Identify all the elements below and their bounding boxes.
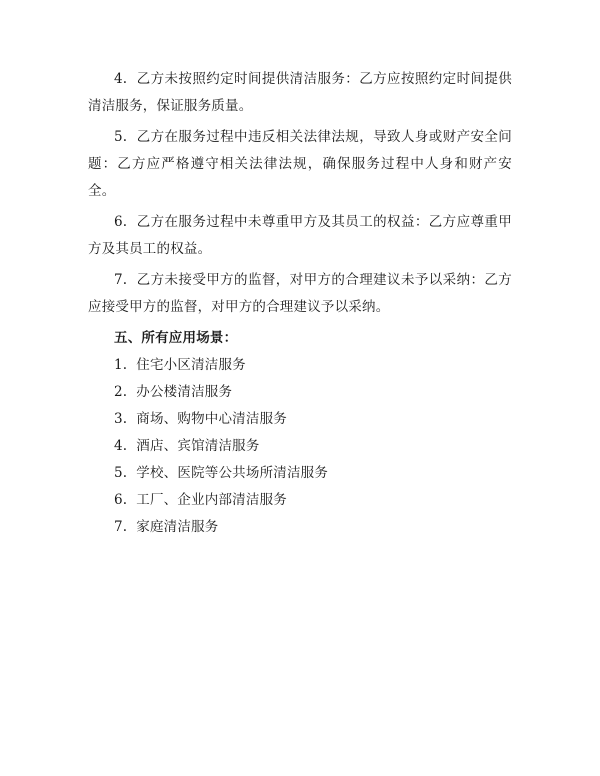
list-item <box>88 406 512 433</box>
document-body <box>88 66 512 541</box>
list-item-text: 办公楼清洁服务 <box>136 384 233 400</box>
list-item-number: 4. <box>114 438 128 454</box>
list-item-text: 酒店、宾馆清洁服务 <box>136 438 260 454</box>
clause-number: 7. <box>114 272 128 288</box>
list-item <box>88 460 512 487</box>
list-item <box>88 352 512 379</box>
list-item-number: 2. <box>114 384 128 400</box>
clause-paragraph <box>88 267 512 321</box>
clause-number: 5. <box>114 129 128 145</box>
clause-text: 乙方在服务过程中未尊重甲方及其员工的权益：乙方应尊重甲方及其员工的权益。 <box>88 214 512 257</box>
clause-text: 乙方在服务过程中违反相关法律法规，导致人身或财产安全问题：乙方应严格遵守相关法律法规，确保服务过程中人身和财产安全。 <box>88 129 512 199</box>
list-item <box>88 514 512 541</box>
list-item-text: 工厂、企业内部清洁服务 <box>136 492 287 508</box>
list-item-text: 住宅小区清洁服务 <box>136 357 246 373</box>
clause-text: 乙方未接受甲方的监督，对甲方的合理建议未予以采纳：乙方应接受甲方的监督，对甲方的合理建议予以采纳。 <box>88 272 512 315</box>
list-item-number: 3. <box>114 411 128 427</box>
list-item-number: 5. <box>114 465 128 481</box>
list-item-number: 6. <box>114 492 128 508</box>
clause-paragraph <box>88 124 512 205</box>
list-item-text: 家庭清洁服务 <box>136 519 219 535</box>
section-heading: 五、所有应用场景： <box>114 330 238 346</box>
list-item-text: 学校、医院等公共场所清洁服务 <box>136 465 329 481</box>
clause-paragraph <box>88 66 512 120</box>
clause-text: 乙方未按照约定时间提供清洁服务：乙方应按照约定时间提供清洁服务，保证服务质量。 <box>88 71 512 114</box>
list-item-text: 商场、购物中心清洁服务 <box>136 411 287 427</box>
list-item <box>88 487 512 514</box>
clause-number: 4. <box>114 71 128 87</box>
list-item-number: 1. <box>114 357 128 373</box>
list-item <box>88 433 512 460</box>
list-item <box>88 379 512 406</box>
clause-paragraph <box>88 209 512 263</box>
clause-number: 6. <box>114 214 128 230</box>
list-item-number: 7. <box>114 519 128 535</box>
